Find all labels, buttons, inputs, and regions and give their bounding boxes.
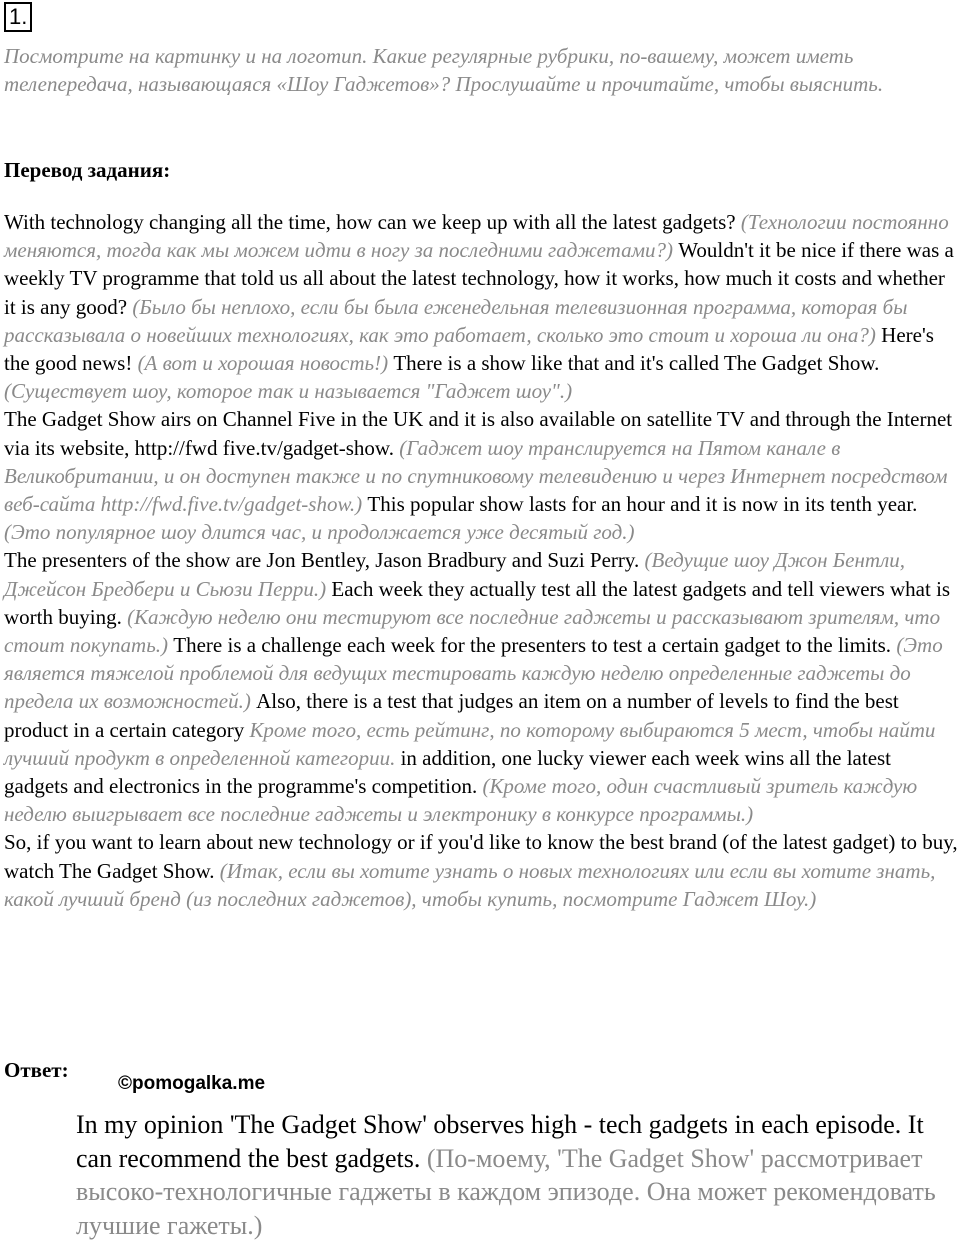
text-en: The Gadget Show airs on Channel Five in the UK and it is also available on satellite TV and through the Internet via its website, http://fwd five.tv/gadget-show. (4, 407, 953, 460)
task-text: Посмотрите на картинку и на логотип. Какие регулярные рубрики, по-вашему, может иметь телепередача, называющаяся «Шоу Гаджетов»? Прослушайте и прочитайте, чтобы выяснить. (4, 44, 884, 96)
text-en: Each week they actually test all the latest gadgets and tell viewers what is worth buying. (4, 576, 951, 629)
text-en: in addition, one lucky viewer each week wins all the latest gadgets and electronics in the programme's competition. (4, 745, 892, 799)
text-ru: (Итак, если вы хотите узнать о новых технологиях или если вы хотите знать, какой лучший бренд (из последних гаджетов), чтобы купить, посмотрите Гаджет Шоу.) (4, 858, 936, 911)
answer-en: In my opinion 'The Gadget Show' observes high - tech gadgets in each episode. It can recommend the best gadgets. (76, 1110, 924, 1173)
answer-label: Ответ: (4, 1058, 69, 1082)
text-ru: (Гаджет шоу транслируется на Пятом канале в Великобритании, и он доступен также и по спутниковому телевидению и через Интернет посредством веб-сайта http://fwd.five.tv/gadget-show.) (4, 435, 948, 517)
exercise-number: 1. (4, 2, 32, 32)
text-en: Here's the good news! (4, 322, 934, 376)
paragraph-2 (4, 405, 960, 546)
answer-ru: (По-моему, 'The Gadget Show' рассмотривает высоко-технологичные гаджеты в каждом эпизоде. Она может рекомендовать лучшие гажеты.) (76, 1143, 936, 1240)
text-ru: (Было бы неплохо, если бы была еженедельная телевизионная программа, которая бы рассказывала о новейших технологиях, как это работает, сколько это стоит и хороша ли она?) (4, 294, 908, 347)
reading-text (4, 208, 960, 913)
text-ru: (Это популярное шоу длится час, и продолжается уже десятый год.) (4, 520, 635, 545)
text-en: There is a challenge each week for the presenters to test a certain gadget to the limits. (173, 633, 897, 658)
text-en: This popular show lasts for an hour and it is now in its tenth year. (367, 492, 918, 517)
text-en: There is a show like that and it's called The Gadget Show. (393, 351, 880, 376)
text-ru: (Это является тяжелой проблемой для ведущих тестировать каждую неделю определенные гаджеты до предела их возможностей.) (4, 633, 943, 714)
answer-text (76, 1108, 956, 1242)
watermark: ©pomogalka.me (118, 1073, 266, 1094)
text-ru: (Каждую неделю они тестируют все последние гаджеты и рассказывают зрителям, что стоит покупать.) (4, 604, 941, 658)
text-ru: (Существует шоу, которое так и называется "Гаджет шоу".) (4, 379, 573, 404)
text-ru: Кроме того, есть рейтинг, по которому выбираются 5 мест, чтобы найти лучший продукт в определенной категории. (4, 717, 936, 770)
paragraph-1 (4, 208, 960, 405)
translation-heading: Перевод задания: (4, 158, 171, 182)
text-en: So, if you want to learn about new technology or if you'd like to know the best brand (of the latest gadget) to buy, watch The Gadget Show. (4, 830, 958, 883)
text-en: Also, there is a test that judges an item on a number of levels to find the best product in a certain category (4, 689, 899, 742)
text-en: Wouldn't it be nice if there was a weekly TV programme that told us all about the latest technology, how it works, how much it costs and whether it is any good? (4, 238, 954, 319)
paragraph-4 (4, 828, 960, 913)
text-ru: (А вот и хорошая новость!) (137, 351, 394, 376)
text-en: With technology changing all the time, how can we keep up with all the latest gadgets? (4, 210, 741, 234)
text-en: The presenters of the show are Jon Bentley, Jason Bradbury and Suzi Perry. (4, 548, 645, 573)
text-ru: (Кроме того, один счастливый зритель каждую неделю выигрывает все последние гаджеты и электронику в конкурсе программы.) (4, 774, 918, 827)
text-ru: (Технологии постоянно меняются, тогда как мы можем идти в ногу за последними гаджетами?) (4, 210, 949, 263)
text-ru: (Ведущие шоу Джон Бентли, Джейсон Бредбери и Сьюзи Перри.) (4, 548, 905, 601)
paragraph-3 (4, 546, 960, 828)
